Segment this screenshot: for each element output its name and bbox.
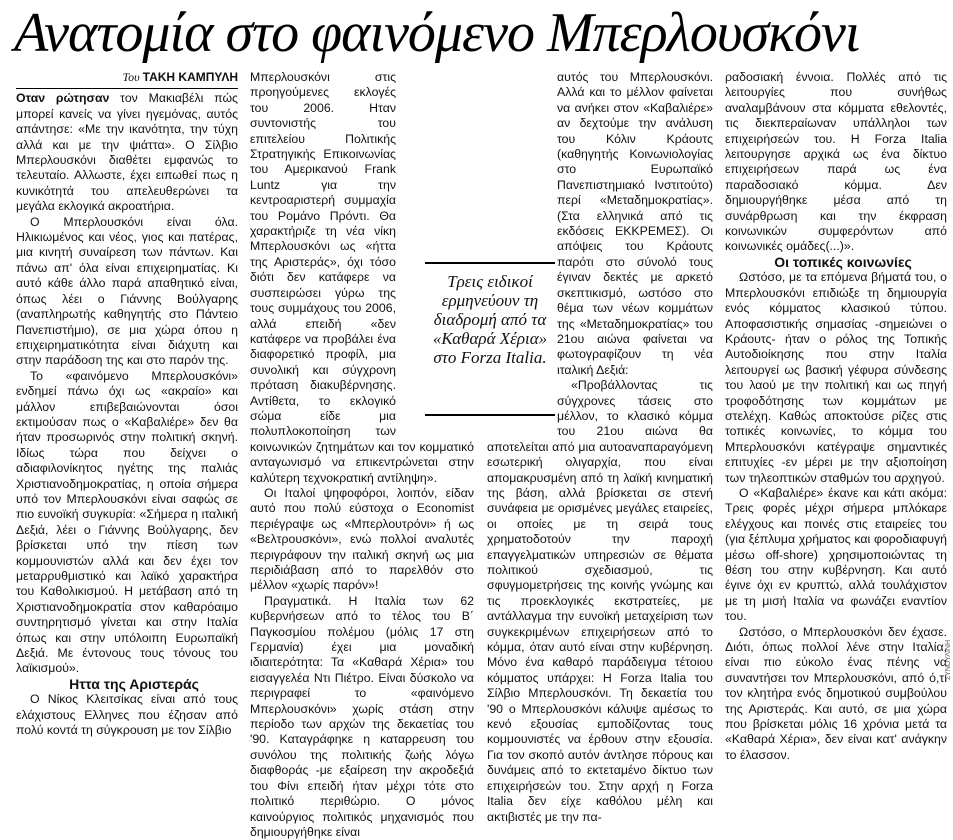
paragraph: Πραγματικά. Η Ιταλία των 62 κυβερνήσεων από το τέλος του Β΄ Παγκοσμίου πολέμου (μόλις 17 στη Γερμανία) έχει μια μοναδική ιδιαιτερότητα: Τα «Καθαρά Χέρια» του εισαγγελέα Ντι Πιέτρο. Είναι δύσκολο να περιγραφεί το «φαινόμενο Μπερλουσκόνι» χωρίς στάση στην περίοδο των αρχών της δεκαετίας του '90. Καταγράφηκε η καταρρευση του συνόλου της πολιτικής ζωής λόγω διαφθοράς -με εξαίρεση την ακροδεξιά του Φίνι επειδή ήταν μέχρι τότε στο πολιτικό περιθώριο. Ο μόνος καινούργιος πολιτικός μηχανισμός που δημιουργήθηκε είναι (250, 593, 474, 839)
pull-quote: Τρεις ειδικοί ερμηνεύουν τη διαδρομή από τα «Καθαρά Χέρια» στο Forza Italia. (425, 262, 555, 416)
paragraph: Ο Μπερλουσκόνι είναι όλα. Ηλικιωμένος και νέος, γιος και πατέρας, μια κινητή συναίρεση των πάντων. Και πάνω απ' όλα είναι επιχειρηματίας. Κι αυτό κάθε άλλο παρά απαθητικό είναι, όπως λέει ο Γιάννης Βούλγαρης (αναπληρωτής καθηγητής στο Πάντειο Πανεπιστήμιο), σε μια χώρα όπου η επιχειρηματικότητα είναι διάχυτη και στην παράδοση της και στο παρόν της. (16, 214, 238, 368)
subheading: Οι τοπικές κοινωνίες (774, 253, 912, 270)
paragraph (16, 91, 238, 214)
paragraph: Οι Ιταλοί ψηφοφόροι, λοιπόν, είδαν αυτό που πολύ εύστοχα ο Economist περιέγραψε ως «Μπερλουτρόνι» ή ως «Βελτρουσκόνι», ενώ πολλοί αναλυτές περιγράφουν την ιταλική σκηνή ως μια περιδιάβαση από το παρελθόν στο μέλλον «χωρίς παρόν»! (250, 485, 474, 593)
paragraph: Ο «Καβαλιέρε» έκανε και κάτι ακόμα: Τρεις φορές μέχρι σήμερα μπλόκαρε ελέγχους και ποινές στις εταιρείες του (για ξέπλυμα χρήματος και φοροδιαφυγή μέσω off-shore) χρησιμοποιώντας τη θέση του στην κυβέρνηση. Και αυτό έγινε όχι εν κρυπτώ, αλλά τουλάχιστον με τη μισή Ιταλία να φωνάζει εναντίον του. (725, 485, 947, 624)
paragraph: Ωστόσο, με τα επόμενα βήματά του, ο Μπερλουσκόνι επιδιώξε τη δημιουργία ενός κόμματος κλασικού τύπου. Αποφασιστικής σημασίας -σημειώνει ο Κράουτς- ήταν ο ρόλος της Τοπικής Αυτοδιοίκησης που στην Ιταλία λειτουργεί ως βασική γέφυρα σύνδεσης του λαού με την πολιτική και ως πηγή τροφοδότησης των κομμάτων με στελέχη. Καθώς αποκτούσε ρίζες στις τοπικές κοινωνίες, το κόμμα του Μπερλουσκόνι κατέγραψε σημαντικές επιτυχίες -εν μέρει με την αξιοποίηση των τηλεοπτικών σταθμών του αρχηγού. (725, 270, 947, 485)
byline-author: ΤΑΚΗ ΚΑΜΠΥΛΗ (142, 70, 238, 84)
paragraph: Ωστόσο, ο Μπερλουσκόνι δεν έχασε. Διότι, όπως πολλοί λένε στην Ιταλία, είναι πιο εύκολο ένας πένης να συναντήσει τον Μπερλουσκόνι, από ό,τι τον κλητήρα ενός δημοτικού συμβούλου της Αριστεράς. Και αυτό, σε μια χώρα που βρίσκεται μόλις 16 χρόνια μετά τα «Καθαρά Χέρια», δεν είναι κατ' ανάγκην το έλασσον. (725, 624, 947, 762)
paragraph: «Προβάλλοντας τις σύγχρονες τάσεις στο μέλλον, το κλασικό κόμμα του 21ου αιώνα θα αποτελείται από μια αυτοαναπαραγόμενη εσωτερική ολιγαρχία, που είναι απομακρυσμένη από τη λαϊκή κινηματική της βάση, αλλά βρίσκεται σε στενή συνάφεια με ορισμένες μεγάλες εταιρείες, οι οποίες με τη σειρά τους χρηματοδοτούν την παροχή επαγγελματικών υπηρεσιών σε θέματα πολιτικού σχεδιασμού, τις σφυγμομετρήσεις της κοινής γνώμης και τις προεκλογικές εκστρατείες, με αντάλλαγμα την ευνοϊκή μεταχείριση των συγκεκριμένων επιχειρήσεων από το κόμμα, όταν αυτό είναι στην κυβέρνηση. Μόνο ένα καθαρό παράδειγμα τέτοιου κόμματος υπάρχει: Η Forza Italia του Σίλβιο Μπερλουσκόνι. Τη δεκαετία του '90 ο Μπερλουσκόνι κάλυψε αμέσως το κενό εξουσίας εμποδίζοντας τους κομμουνιστές να έρθουν στην εξουσία. Για τον σκοπό αυτόν άντλησε πόρους και δυνάμεις από το εκτεταμένο δίκτυο των επιχειρήσεών του. Στην αρχή η Forza Italia δεν είχε καθόλου μέλη και ακτιβιστές με την πα- (487, 378, 713, 824)
paragraph: αυτός του Μπερλουσκόνι. Αλλά και το μέλλον φαίνεται να ανήκει στον «Καβαλιέρε» αν δεχτούμε την ανάλυση του Κόλιν Κράουτς (καθηγητής Κοινωνιολογίας στο Ευρωπαϊκό Πανεπιστημιακό Ινστιτούτο) περί «Μεταδημοκρατίας». (Στα ελληνικά από τις εκδόσεις ΕΚΚΡΕΜΕΣ). Οι απόψεις του Κράουτς παρότι στο σύνολό τους έγιναν δεκτές με αρκετό σκεπτικισμό, ωστόσο στο θέμα των νέων κομμάτων της «Μεταδημοκρατίας» του 21ου αιώνα φαίνεται να φωτογραφίζουν τη νέα ιταλική Δεξιά: (557, 70, 713, 377)
paragraph-text: τον Μακιαβέλι πώς μπορεί κανείς να γίνει ηγεμόνας, αυτός απάντησε: «Με την ικανότητα, την τύχη αλλά και με την ψιάττα». Ο Σίλβιο Μπερλουσκόνι διαθέτει εμφανώς το τελευταίο. Αλλωστε, έχει ειπωθεί πως η κυνικότητά του απελευθερώνει τα μεγάλα εκλογικά ακροατήρια. (16, 91, 238, 214)
lead-in: Οταν ρώτησαν (16, 91, 110, 106)
paragraph: Ο Νίκος Κλειτσίκας είναι από τους ελάχιστους Ελληνες που έζησαν από πολύ κοντά τη σύγκρουση με τον Σίλβιο (16, 692, 238, 738)
byline (16, 70, 238, 89)
article-column-1 (16, 70, 238, 738)
article-headline: Ανατομία στο φαινόμενο Μπερλουσκόνι (14, 2, 860, 64)
paragraph: Το «φαινόμενο Μπερλουσκόνι» ενδημεί πάνω όχι ως «ακραίο» και μάλλον επιβεβαιώνονται όσοι εκτιμούσαν πως ο «Καβαλιέρε» δεν θα ήταν προσωρινός στην πολιτική σκηνή. Ιδίως τώρα που δείχνει ο αδιαφιλονίκητος ηγέτης της παλιάς Χριστιανοδημοκρατίας, η οποία σήμερα υπό τον Μπερλουσκόνι είναι σαφώς σε πιο ευνοϊκή συγκυρία: «Σήμερα η ιταλική Δεξιά, λέει ο Γιάννης Βούλγαρης, δεν βρίσκεται υπό την πίεση των κομμουνιστών αλλά και δεν έχει τον μεταρρυθμιστικό και λαϊκό χαρακτήρα του Καθολικισμού. Η μετάβαση από τη Χριστιανοδημοκρατία στον καθαρόαιμο συντηρητισμό γίνεται και στην Ιταλία όπως και στην υπόλοιπη Ευρωπαϊκή Δεξιά. Με έντονους τους τόνους του λαϊκισμού». (16, 368, 238, 676)
byline-prefix: Του (122, 70, 140, 84)
paragraph: Μπερλουσκόνι στις προηγούμενες εκλογές του 2006. Ηταν συντονιστής του επιτελείου Πολιτικής Στρατηγικής Επικοινωνίας του Αμερικανού Frank Luntz για την κεντροαριστερή συμμαχία του Ρομάνο Πρόντι. Θα χαρακτήριζε τη νέα νίκη Μπερλουσκόνι ως «ήττα της Αριστεράς», όχι τόσο διότι δεν κατάφερε να συσπειρώσει γύρω της τους συμμάχους του 2006, αλλά επειδή «δεν κατάφερε να προβάλει ένα διαφορετικό προφίλ, μια συνολική και σύγχρονη πρόταση διακυβέρνησης. Αντίθετα, το εκλογικό σώμα είδε μια πολυπλοκοποίηση των κοινωνικών ζητημάτων και τον κομματικό ανταγωνισμό να επικεντρώνεται στην καλύτερη τεχνοκρατική αντίληψη». (250, 70, 474, 485)
subheading: Ηττα της Αριστεράς (69, 675, 199, 692)
article-column-4 (725, 70, 947, 762)
side-credit: ΣΥΝΟΥΛΙΝΗ (945, 640, 952, 681)
paragraph: ραδοσιακή έννοια. Πολλές από τις λειτουργίες που συνήθως αναλαμβάνουν στα κόμματα εθελοντές, τις διεκπεραίωναν υπάλληλοι των επιχειρήσεών του. Η Forza Italia λειτουργησε αρχικά ως ένα δίκτυο επιχειρήσεων παρά ως ένα παραδοσιακό κόμμα. Δεν δημιουργήθηκε μέσα από τη συνάρθρωση και την έκφραση κοινωνικών συμφερόντων από κοινωνικές ομάδες(...)». (725, 70, 947, 254)
